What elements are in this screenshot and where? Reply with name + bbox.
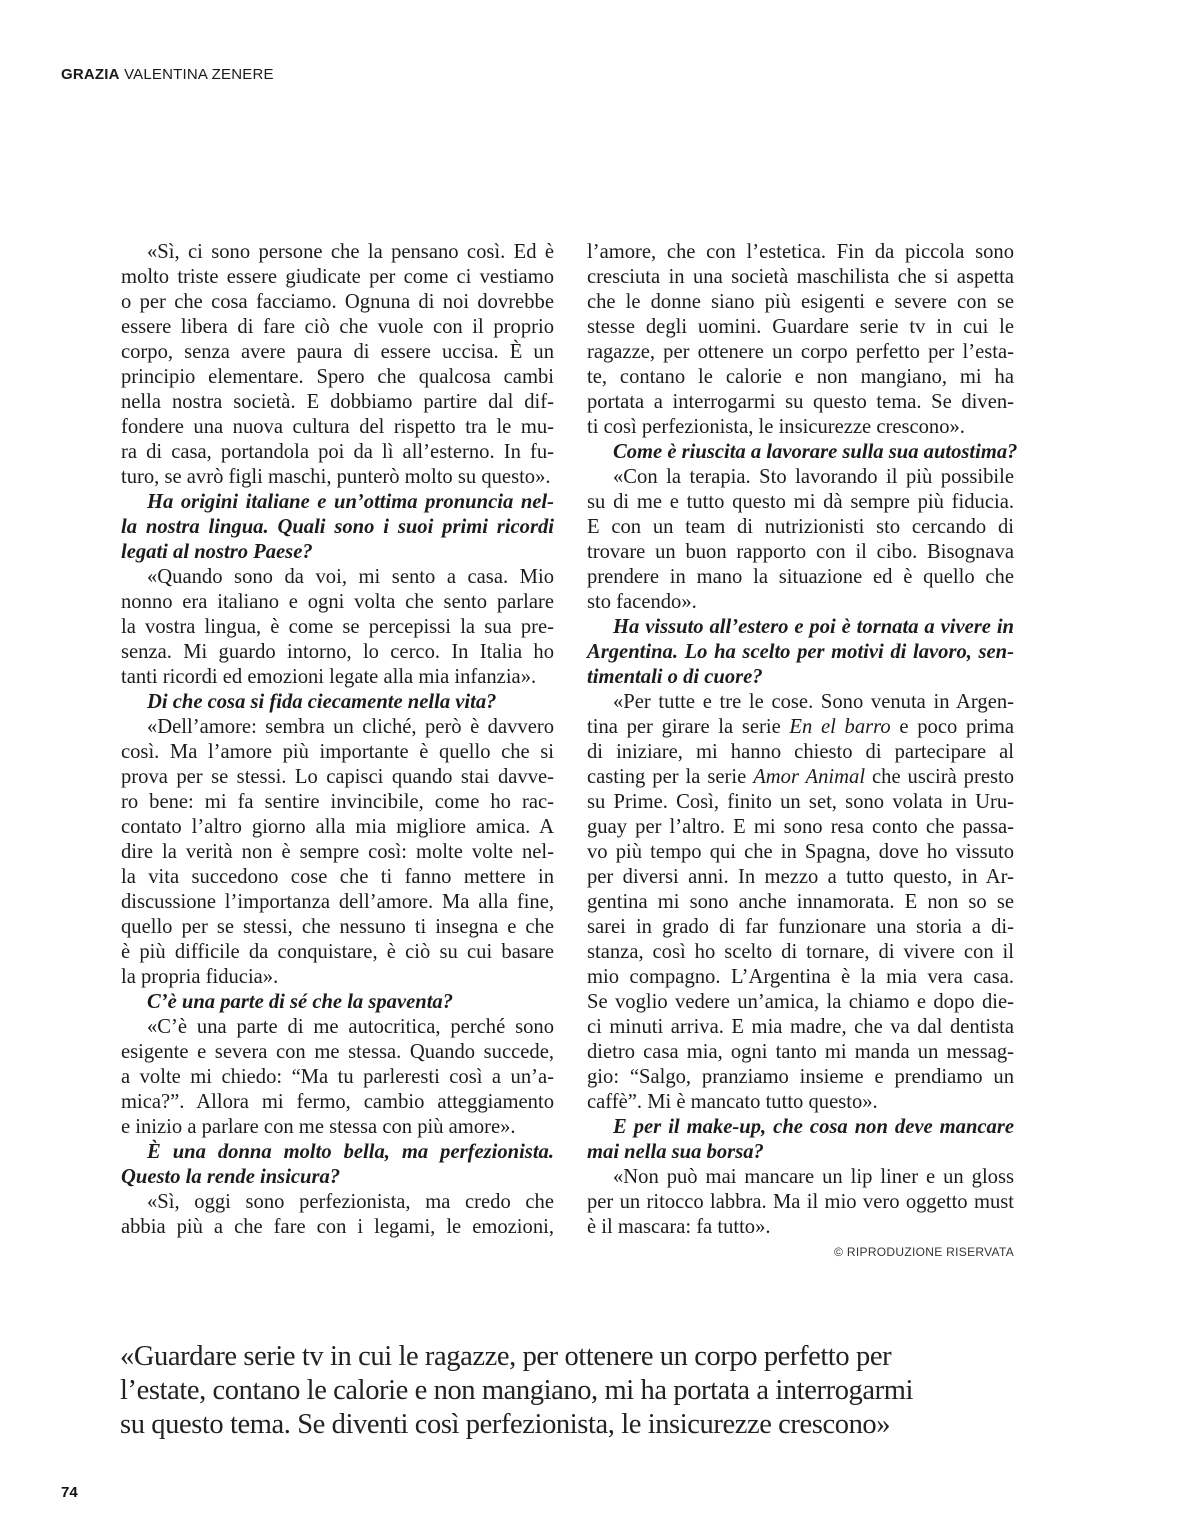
text-line: per diversi anni. In mezzo a tutto questo, in Ar- (587, 866, 1014, 888)
text-line: «Con la terapia. Sto lavorando il più possibile (613, 466, 1014, 488)
interview-answer (121, 240, 554, 490)
text-line: così. Ma l’amore più importante è quello che si (121, 741, 554, 763)
series-title: Amor Animal (753, 766, 866, 788)
text-line: Ha origini italiane e un’ottima pronuncia nel- (147, 491, 554, 513)
pull-quote (120, 1340, 1020, 1442)
running-header (61, 66, 274, 83)
text-line: dire la verità non è sempre così: molte volte nel- (121, 841, 554, 863)
text-line: C’è una parte di sé che la spaventa? (147, 991, 454, 1013)
text-line: «C’è una parte di me autocritica, perché sono (147, 1016, 554, 1038)
text-line: tina per girare la serie En el barro e poco prima (587, 716, 1014, 738)
text-line: Come è riuscita a lavorare sulla sua autostima? (613, 441, 1018, 463)
article-subject: VALENTINA ZENERE (124, 66, 274, 83)
text-line: che le donne siano più esigenti e severe con se (587, 291, 1014, 313)
text-line: Di che cosa si fida ciecamente nella vita? (147, 691, 497, 713)
text-line: «Sì, ci sono persone che la pensano così. Ed è (147, 241, 554, 263)
text-line: mica?”. Allora mi fermo, cambio atteggiamento (121, 1091, 554, 1113)
text-line: È una donna molto bella, ma perfezionista. (147, 1141, 554, 1163)
text-line: di iniziare, mi hanno chiesto di partecipare al (587, 741, 1014, 763)
text-line: prova per se stessi. Lo capisci quando stai davve- (121, 766, 554, 788)
interview-question (121, 490, 554, 565)
text-line: la vita succedono cose che ti fanno mettere in (121, 866, 554, 888)
text-line: stanza, così ho scelto di tornare, di vivere con il (587, 941, 1014, 963)
text-line: E per il make-up, che cosa non deve mancare (613, 1116, 1014, 1138)
text-line: discussione l’importanza dell’amore. Ma alla fine, (121, 891, 554, 913)
text-line: prendere in mano la situazione ed è quello che (587, 566, 1014, 588)
interview-answer (121, 565, 554, 690)
text-line: è più difficile da conquistare, è ciò su cui basare (121, 941, 554, 963)
text-line: timentali o di cuore? (587, 666, 763, 688)
text-line: Se voglio vedere un’amica, la chiamo e dopo die- (587, 991, 1014, 1013)
text-line: nella nostra società. E dobbiamo partire dal dif- (121, 391, 554, 413)
text-line: «Sì, oggi sono perfezionista, ma credo che (147, 1191, 554, 1213)
text-line: la vostra lingua, è come se percepissi la sua pre- (121, 616, 554, 638)
interview-answer (587, 240, 1014, 440)
text-line: «Per tutte e tre le cose. Sono venuta in Argen- (613, 691, 1014, 713)
text-line: portata a interrogarmi su questo tema. Se diven- (587, 391, 1014, 413)
text-line: senza. Mi guardo intorno, lo cerco. In Italia ho (121, 641, 554, 663)
series-title: En el barro (789, 716, 891, 738)
text-line: ra di casa, portandola poi da lì all’esterno. In fu- (121, 441, 554, 463)
pull-quote-line: l’estate, contano le calorie e non mangiano, mi ha portata a interrogarmi (120, 1375, 914, 1406)
interview-answer (587, 690, 1014, 1115)
text-line: contato l’altro giorno alla mia migliore amica. A (121, 816, 554, 838)
interview-question (121, 990, 554, 1015)
text-line: E con un team di nutrizionisti sto cercando di (587, 516, 1014, 538)
text-line: gentina mi sono anche innamorata. E non so se (587, 891, 1014, 913)
text-line: ti così perfezionista, le insicurezze crescono». (587, 416, 965, 438)
text-line: a volte mi chiedo: “Ma tu parleresti così a un’a- (121, 1066, 554, 1088)
text-line: ci minuti arriva. E mia madre, che va dal dentista (587, 1016, 1014, 1038)
text-line: vo più tempo qui che in Spagna, dove ho vissuto (587, 841, 1014, 863)
article-column-left (121, 240, 554, 1240)
text-line: casting per la serie Amor Animal che uscirà presto (587, 766, 1014, 788)
text-line: molto triste essere giudicate per come ci vestiamo (121, 266, 554, 288)
text-line: Ha vissuto all’estero e poi è tornata a vivere in (613, 616, 1014, 638)
interview-question (587, 1115, 1014, 1165)
text-line: nonno era italiano e ogni volta che sento parlare (121, 591, 554, 613)
text-line: turo, se avrò figli maschi, punterò molto su questo». (121, 466, 551, 488)
pull-quote-line: su questo tema. Se diventi così perfezionista, le insicurezze crescono» (120, 1409, 891, 1440)
text-line: l’amore, che con l’estetica. Fin da piccola sono (587, 241, 1014, 263)
magazine-brand: GRAZIA (61, 66, 120, 83)
text-line: dietro casa mia, ogni tanto mi manda un messag- (587, 1041, 1014, 1063)
copyright-notice: © RIPRODUZIONE RISERVATA (834, 1245, 1014, 1259)
text-line: quello per se stessi, che nessuno ti insegna e che (121, 916, 554, 938)
text-line: caffè”. Mi è mancato tutto questo». (587, 1091, 878, 1113)
text-line: abbia più a che fare con i legami, le emozioni, (121, 1216, 554, 1238)
text-line: per un ritocco labbra. Ma il mio vero oggetto must (587, 1191, 1014, 1213)
text-line: principio elementare. Spero che qualcosa cambi (121, 366, 554, 388)
page-number: 74 (61, 1484, 78, 1501)
text-line: «Quando sono da voi, mi sento a casa. Mio (147, 566, 554, 588)
text-line: sto facendo». (587, 591, 697, 613)
text-line: o per che cosa facciamo. Ognuna di noi dovrebbe (121, 291, 554, 313)
text-line: su Prime. Così, finito un set, sono volata in Uru- (587, 791, 1014, 813)
interview-question (587, 440, 1018, 465)
text-line: la nostra lingua. Quali sono i suoi primi ricordi (121, 516, 554, 538)
interview-answer (587, 1165, 1014, 1240)
text-line: la propria fiducia». (121, 966, 279, 988)
text-line: e inizio a parlare con me stessa con più amore». (121, 1116, 516, 1138)
article-column-right (587, 240, 1018, 1240)
text-line: stesse degli uomini. Guardare serie tv in cui le (587, 316, 1014, 338)
text-line: mai nella sua borsa? (587, 1141, 764, 1163)
text-line: guay per l’altro. E mi sono resa conto che passa- (587, 816, 1014, 838)
text-line: Questo la rende insicura? (121, 1166, 341, 1188)
interview-question (587, 615, 1014, 690)
interview-question (121, 1140, 554, 1190)
text-line: legati al nostro Paese? (121, 541, 313, 563)
text-line: sarei in grado di far funzionare una storia a di- (587, 916, 1014, 938)
text-line: ro bene: mi fa sentire invincibile, come ho rac- (121, 791, 554, 813)
interview-answer (587, 465, 1014, 615)
text-line: tanti ricordi ed emozioni legate alla mia infanzia». (121, 666, 537, 688)
text-line: essere libera di fare ciò che vuole con il proprio (121, 316, 554, 338)
text-line: cresciuta in una società maschilista che si aspetta (587, 266, 1014, 288)
text-line: ragazze, per ottenere un corpo perfetto per l’esta- (587, 341, 1014, 363)
pull-quote-line: «Guardare serie tv in cui le ragazze, per ottenere un corpo perfetto per (120, 1341, 892, 1372)
text-line: corpo, senza avere paura di essere uccisa. È un (121, 341, 554, 363)
text-line: mio compagno. L’Argentina è la mia vera casa. (587, 966, 1014, 988)
interview-answer (121, 1015, 554, 1140)
interview-answer (121, 715, 554, 990)
text-line: fondere una nuova cultura del rispetto tra le mu- (121, 416, 554, 438)
text-line: Argentina. Lo ha scelto per motivi di lavoro, sen- (587, 641, 1014, 663)
interview-question (121, 690, 554, 715)
text-line: trovare un buon rapporto con il cibo. Bisognava (587, 541, 1014, 563)
text-line: «Dell’amore: sembra un cliché, però è davvero (147, 716, 554, 738)
text-line: su di me e tutto questo mi dà sempre più fiducia. (587, 491, 1014, 513)
text-line: gio: “Salgo, pranziamo insieme e prendiamo un (587, 1066, 1014, 1088)
text-line: esigente e severa con me stessa. Quando succede, (121, 1041, 554, 1063)
text-line: «Non può mai mancare un lip liner e un gloss (613, 1166, 1014, 1188)
text-line: è il mascara: fa tutto». (587, 1216, 771, 1238)
interview-answer (121, 1190, 554, 1240)
text-line: te, contano le calorie e non mangiano, mi ha (587, 366, 1014, 388)
